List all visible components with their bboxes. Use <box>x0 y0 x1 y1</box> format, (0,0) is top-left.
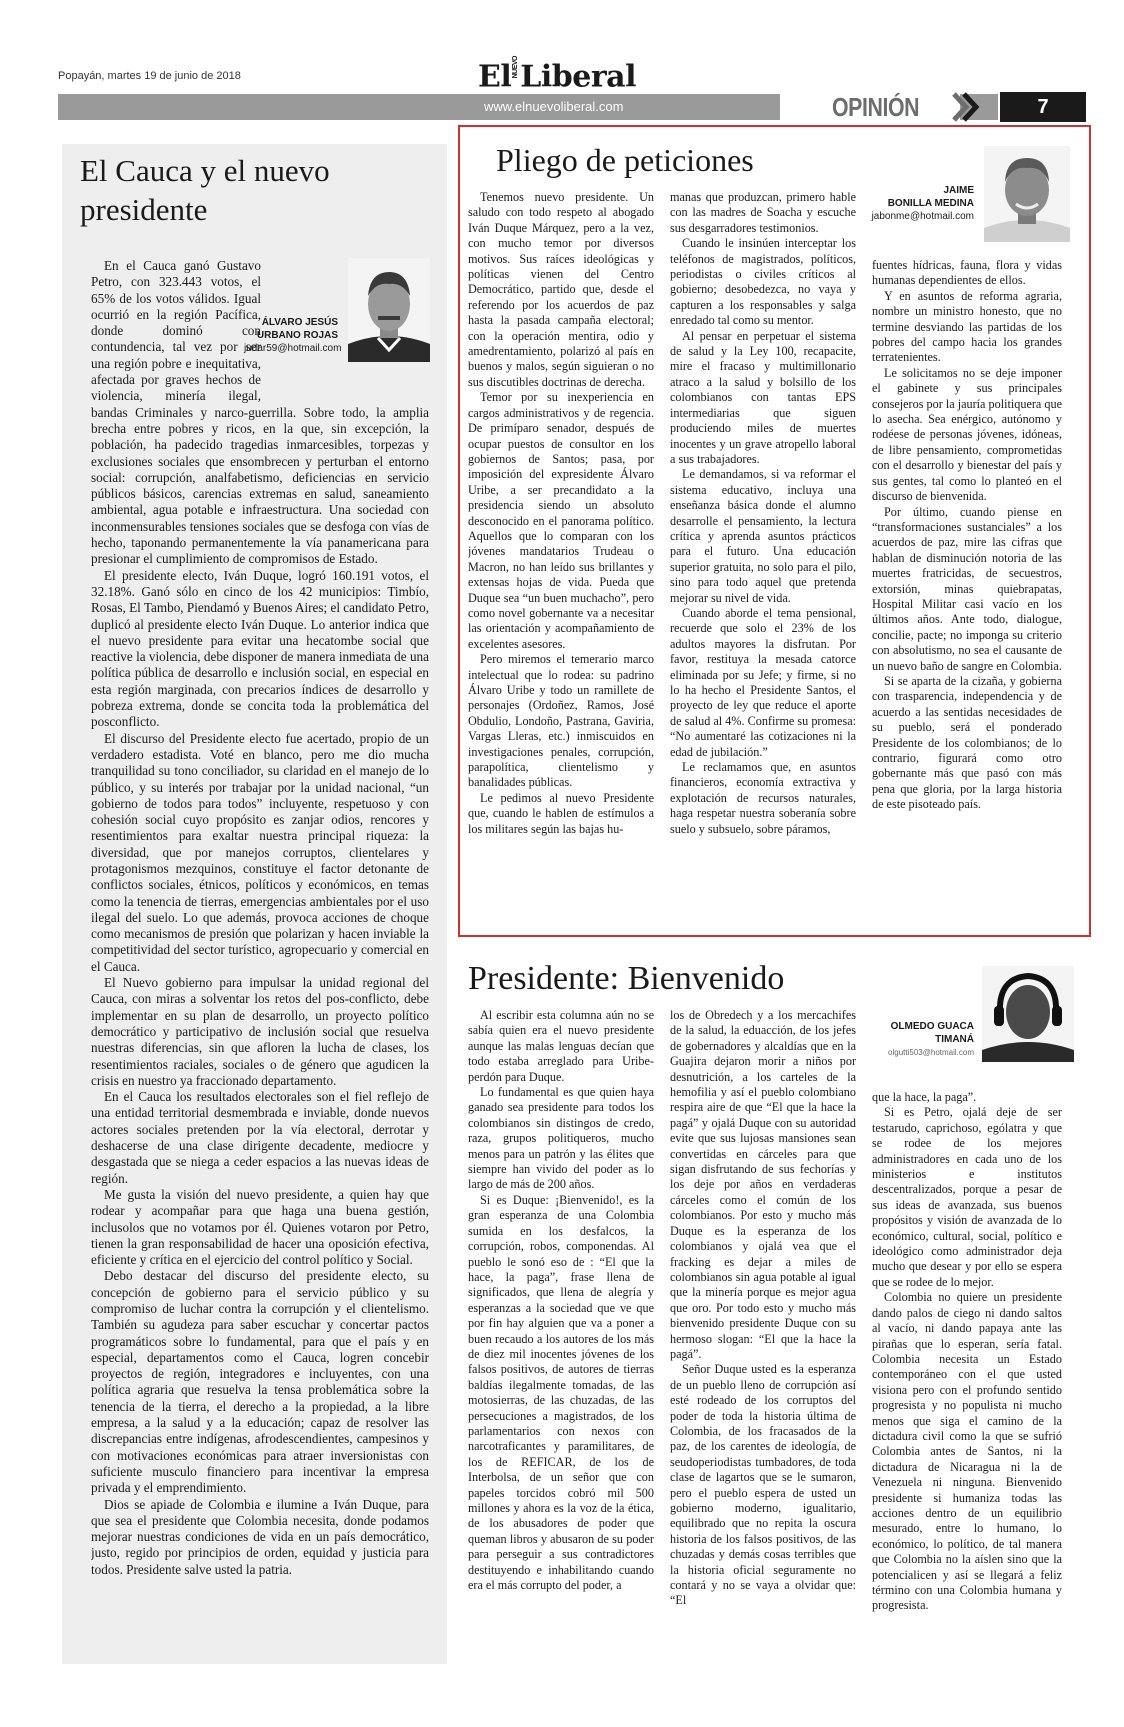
pliego-author-byline <box>842 184 974 223</box>
presidente-paragraph: que la hace, la paga”. <box>872 1090 977 1104</box>
pliego-paragraph: fuentes hídricas, fauna, flora y vidas humanas dependientes de ellos. <box>872 258 1062 288</box>
presidente-paragraph: Si es Petro, ojalá deje de ser testarudo, caprichoso, ególatra y que se rodee de los mejores administradores en cada uno de los ministerios e institutos descentralizados, porque a pesar de sus ideas de avanzada, sus buenos propósitos y visión de avanzada de lo económico, cultural, social, político e ideológico como administrador deja mucho que desear y por ello se espera que se rodee de lo mejor. <box>872 1105 1062 1289</box>
pliego-title: Pliego de peticiones <box>496 142 754 178</box>
pliego-paragraph: Y en asuntos de reforma agraria, nombre un ministro honesto, que no termine desviando las partidas de los pobres del campo hacia los grandes terratenientes. <box>872 288 1062 365</box>
pliego-paragraph: Pero miremos el temerario marco intelectual que lo rodea: su padrino Álvaro Uribe y todo un ramillete de personajes (Ordoñez, Ramos, José Obdulio, Londoño, Pastrana, Gaviria, Vargas Lleras, etc.) inmiscuidos en investigaciones penales, corrupción, parapolítica, clientelismo y banalidades públicas. <box>468 652 654 790</box>
pliego-column-2 <box>670 190 856 928</box>
presidente-paragraph: Señor Duque usted es la esperanza de un pueblo lleno de corrupción así esté rodeado de los corruptos del poder de toda la historia última de Colombia, de los fracasados de la paz, de los carentes de ideología, de seudoperiodistas tumbadores, de toda clase de lagartos que se le sumaron, pero el pueblo espera de usted un gobierno moderno, igualitario, equilibrado que no repita la oscura historia de los falsos positivos, de las chuzadas y demás cosas terribles que la historia oficial seguramente no contará y no se vaya a olvidar que: “El <box>670 1362 856 1608</box>
left-paragraph: En el Cauca ganó Gustavo Petro, con 323.443 votos, el 65% de los votos válidos. Igual ocurrió en la región Pacífica, donde dominó con contundencia, tal vez por ser una región pobre e inequitativa, afectada por graves hechos de violencia, minería ilegal, bandas Criminales y narco-guerrilla. Sobre todo, la amplia brecha entre pobres y ricos, en la que, sin excepción, la población, ha padecido tragedias inmarcesibles, torpezas y exclusiones sociales que ensombrecen y perturban el entorno social: corrupción, analfabetismo, deficiencias en servicio públicos básicos, carencias extremas en salud, saneamiento ambiental, agua potable e infraestructura. Una sociedad con inconmensurables tensiones sociales que se desfoga con vías de hecho, taponando permanentemente la vía panamericana para presionar el cumplimiento de compromisos de Estado. <box>91 258 429 567</box>
pliego-paragraph: Le pedimos al nuevo Presidente que, cuando le hablen de estímulos a los militares según las bajas hu- <box>468 790 654 836</box>
presidente-column-2 <box>670 1008 856 1664</box>
left-article-title: El Cauca y el nuevo presidente <box>80 153 330 227</box>
left-paragraph: Debo destacar del discurso del presidente electo, su concepción de gobierno para el servicio público y su compromiso de luchar contra la corrupción y el clientelismo. También su agudeza para saber escuchar y concertar pactos programáticos sobre lo fundamental, para que el país y en especial, departamentos como el Cauca, logren concebir proyectos de región, integradores e incluyentes, con una política agraria que resuelva la tensa problemática sobre la tenencia de la tierra, el derecho a la propiedad, a la libre empresa, a la salud y a la educación; capaz de resolver las discrepancias entre indígenas, afrodescendientes, campesinos y con motivaciones económicas para atraer inversionistas con suficiente musculo financiero para incentivar la empresa privada y el emprendimiento. <box>91 1268 429 1496</box>
presidente-author-name-2: TIMANÁ <box>935 1034 974 1045</box>
presidente-column-3 <box>872 1090 1062 1664</box>
pliego-paragraph: Por último, cuando piense en “transformaciones sustanciales” a los acuerdos de paz, mire las cifras que hablan de disminución notoria de las muertes fratricidas, de secuestros, extorsión, minas quiebrapatas, Hospital Militar casi vacío en los últimos años. Ante todo, dialogue, concilie, pacte; no imponga su criterio con absolutismo, no sea el causante de un nuevo baño de sangre en Colombia. <box>872 504 1062 673</box>
presidente-paragraph: Si es Duque: ¡Bienvenido!, es la gran esperanza de una Colombia sumida en los desfalcos, la corrupción, robos, componendas. Al pueblo le sonó eso de : “El que la hace, la paga”, frase llena de significados, que llena de alegría y esperanzas a la sociedad que ve que por fin hay alguien que va a poner a buen recaudo a los autores de los más de diez mil inocentes jóvenes de los falsos positivos, de autores de tierras baldías ilegalmente tomadas, de las motosierras, de las chuzadas, de las persecuciones a magistrados, de los parlamentarios con nexos con narcotraficantes y paramilitares, de los de REFICAR, de los de Interbolsa, de un señor que con papeles torcidos cobró mil 500 millones y ahora es la voz de la ética, de los abusadores de poder que queman libros y abusaron de su poder para perseguir a sus contradictores destituyendo e inhabilitando cuando era el más corrupto del poder, a <box>468 1192 654 1593</box>
pliego-column-1 <box>468 190 654 928</box>
pliego-paragraph: Si se aparta de la cizaña, y gobierna con trasparencia, independencia y de acuerdo a las sentidas necesidades de su pueblo, será el ponderado Presidente de los colombianos; de lo contrario, figurará como otro gobernante más que pasó con más pena que gloria, por la larga historia de este pisoteado país. <box>872 673 1062 812</box>
page-number: 7 <box>1000 92 1086 122</box>
pliego-author-email: jabonme@hotmail.com <box>871 211 974 222</box>
pliego-paragraph: Le demandamos, si va reformar el sistema educativo, incluya una enseñanza básica donde el alumno desarrolle el pensamiento, la lectura crítica y aprenda asuntos prácticos para el futuro. Una educación superior gratuita, no solo para el pilo, sino para todo aquel que pretenda mejorar su nivel de vida. <box>670 467 856 605</box>
pliego-paragraph: Le reclamamos que, en asuntos financieros, economía extractiva y explotación de recursos naturales, haga respetar nuestra soberanía sobre suelo y subsuelo, sobre páramos, <box>670 760 856 836</box>
site-url: www.elnuevoliberal.com <box>484 99 624 114</box>
left-paragraph: El Nuevo gobierno para impulsar la unidad regional del Cauca, con miras a solventar los retos del pos-conflicto, debe implementar en su plan de desarrollo, un proyecto político democrático y participativo de inclusión social que resuelva nuestras diferencias, sin que afloren la lucha de clases, los resentimientos raciales, sociales o de género que agudicen la crisis en nuestro ya fraccionado departamento. <box>91 975 429 1088</box>
presidente-column-1 <box>468 1008 654 1664</box>
pliego-paragraph: Tenemos nuevo presidente. Un saludo con todo respeto al abogado Iván Duque Márquez, pero a la vez, con mucho temor por diversos motivos. Sus raíces ideológicas y políticas vienen del Centro Democrático, partido que, desde el referendo por los acuerdos de paz hasta la pasada campaña electoral; con la operación mentira, odio y amedrentamiento, polarizó al país en buenos y malos, según siguieran o no sus discutibles doctrinas de derecha. <box>468 190 654 389</box>
pliego-paragraph: Temor por su inexperiencia en cargos administrativos y de regencia. De primíparo senador, después de ocupar puestos de consultor en los gobiernos de Santos; pasa, por imposición del expresidente Álvaro Uribe, a ser precandidato a la presidencia siendo un absoluto desconocido en el panorama político. Aquellos que lo comparan con los jóvenes mandatarios Trudeau o Macron, no han leído sus brillantes y extensas hojas de vida. Pueda que Duque sea “un buen muchacho”, pero como novel gobernante va a necesitar las orientación y acompañamiento de excelentes asesores. <box>468 390 654 651</box>
pliego-author-name-2: BONILLA MEDINA <box>887 198 974 209</box>
presidente-paragraph: Al escribir esta columna aún no se sabía quien era el nuevo presidente aunque las malas lenguas decían que todo estaba arreglado para Uribe-perdón para Duque. <box>468 1008 654 1084</box>
pliego-author-photo <box>984 146 1070 242</box>
presidente-author-email: olgutti503@hotmail.com <box>888 1048 974 1057</box>
byline-spacer <box>261 258 429 390</box>
left-paragraph: Dios se apiade de Colombia e ilumine a Iván Duque, para que sea el presidente que Colombia necesita, donde podamos mejorar nuestras condiciones de vida en un país democrático, justo, regido por principios de orden, equidad y justicia para todos. Presidente salve usted la patria. <box>91 1496 429 1577</box>
pliego-paragraph: Cuando le insinúen interceptar los teléfonos de magistrados, políticos, periodistas o civiles críticos al gobierno; desobedezca, no vaya y capturen a los responsables y salga enredado tal como su mentor. <box>670 236 856 328</box>
pliego-paragraph: Le solicitamos no se deje imponer el gabinete y sus principales consejeros por la jauría politiquera que lo asecha. Sea enérgico, autónomo y rodéese de personas jóvenes, idóneas, de libre pensamiento, comprometidas con el desarrollo y bienestar del país y sus gentes, tal como lo planteó en el discurso de bienvenida. <box>872 365 1062 504</box>
left-article-body <box>91 258 429 1656</box>
issue-date: Popayán, martes 19 de junio de 2018 <box>58 70 241 82</box>
newspaper-logo: ElNUEVOLiberal <box>478 56 636 95</box>
left-author-name-1: ÁLVARO JESÚS <box>261 317 338 328</box>
presidente-paragraph: Colombia no quiere un presidente dando palos de ciego ni dando saltos al vacío, ni dando papaya ante las pirañas que lo esperan, sería fatal. Colombia necesita un Estado contemporáneo con el que usted visiona pero con el profundo sentido progresista y no populista ni mucho menos que siga el camino de la dictadura civil como la que se sufrió Colombia antes de Santos, ni la dictadura de Nicaragua ni la de Venezuela ni ninguna. Bienvenido presidente si humaniza todas las acciones dentro de un equilibrio mesurado, entre lo humano, lo económico, lo político, de tal manera que Colombia no la aíslen sino que la potencialicen y así se llegará a feliz término con una Colombia humana y progresista. <box>872 1290 1062 1613</box>
pliego-paragraph: manas que produzcan, primero hable con las madres de Soacha y escuche sus desgarradores testimonios. <box>670 190 856 235</box>
presidente-paragraph: los de Obredech y a los mercachifes de la salud, la eduacción, de los jefes de gobernadores y alcaldías que en la Guajira dejaron morir a niños por desnutrición, a los carteles de la hemofilia y así el pueblo colombiano respira aire de que “El que la hace la pagá” y ojalá Duque con su autoridad evite que sus lujosas mansiones sean convertidas en cárceles para que sigan disfrutando de sus fechorías y los deje por años en verdaderas cárceles como el común de los colombianos. Por esto y mucho más Duque es la esperanza de los colombianos y ojalá vea que el fracking es dejar a miles de colombianos sin agua potable al igual que la minería porque es mejor agua que oro. Por todo esto y mucho más bienvenido presidente Duque con su hermoso slogan: “El que la hace la pagá”. <box>670 1008 856 1361</box>
presidente-author-byline <box>870 1020 974 1059</box>
left-paragraph: El presidente electo, Iván Duque, logró 160.191 votos, el 32.18%. Ganó sólo en cinco de los 42 municipios: Timbío, Rosas, El Tambo, Piendamó y Buenos Aires; el candidato Petro, duplicó al presidente electo Iván Duque. Lo anterior indica que el nuevo presidente para evitar una hecatombe social que reactive la violencia, debe disponer de manera inmediata de una política pública de desarrollo e inclusión social, en especial en esta región marginada, con precarios índices de desarrollo y pobreza extrema, donde se concita toda la problemática del posconflicto. <box>91 567 429 730</box>
pliego-paragraph: Cuando aborde el tema pensional, recuerde que solo el 23% de los adultos mayores la disfrutan. Por favor, restituya la mesada catorce eliminada por su Jefe; y firme, si no lo ha hecho el Presidente Santos, el proyecto de ley que reduce el aporte de salud al 4%. Confirme su promesa: “No aumentaré las cotizaciones ni la edad de jubilación.” <box>670 605 856 759</box>
left-author-name-2: URBANO ROJAS <box>256 330 338 341</box>
presidente-author-photo <box>982 966 1074 1062</box>
left-author-email: judar59@hotmail.com <box>244 343 342 354</box>
section-title: OPINIÓN <box>832 92 920 122</box>
presidente-title: Presidente: Bienvenido <box>468 960 785 997</box>
presidente-paragraph: Lo fundamental es que quien haya ganado sea presidente para todos los colombianos sin distingos de credo, raza, grupos politiqueros, mucho menos para un patrón y las élites que siempre han vivido del poder as lo largo de más de 200 años. <box>468 1085 654 1192</box>
chevron-decoration-icon <box>952 92 980 122</box>
pliego-author-name-1: JAIME <box>943 185 974 196</box>
left-paragraph: El discurso del Presidente electo fue acertado, propio de un verdadero estadista. Voté en blanco, pero me dio mucha tranquilidad su tono conciliador, su claridad en el manejo de lo público, y su interés por trabajar por la unidad nacional, “un gobierno de todos para todos” incluyente, respetuoso y con cohesión social cuyo propósito es zanjar odios, rencores y resentimientos para exaltar nuestra principal riqueza: la diversidad, que por manejos corruptos, clientelares y protagonismos mezquinos, constituye el factor detonante de conflictos sociales, étnicos, políticos y económicos, en temas como la tenencia de tierras, emergencias ambientales por el uso ilegal del suelo. Lo que además, provoca acciones de choque como mecanismos de presión que polarizan y hacen inviable la competitividad del sector turístico, agropecuario y comercial en el Cauca. <box>91 730 429 974</box>
pliego-column-3 <box>872 258 1062 928</box>
left-paragraph: En el Cauca los resultados electorales son el fiel reflejo de una entidad territorial desmembrada e inviable, donde nuevos actores sociales pretenden por la vía electoral, derrotar y deshacerse de una clase dirigente decadente, mediocre y desgastada que se niega a ceder espacios a las nuevas ideas de región. <box>91 1089 429 1186</box>
presidente-author-name-1: OLMEDO GUACA <box>890 1021 974 1032</box>
left-paragraph: Me gusta la visión del nuevo presidente, a quien hay que rodear y acompañar para que haga una buena gestión, inclusolos que no votamos por él. Quienes votaron por Petro, tienen la gran responsabilidad de hacer una oposición efectiva, eficiente y crítica en el ejercicio del control político y Social. <box>91 1186 429 1268</box>
pliego-paragraph: Al pensar en perpetuar el sistema de salud y la Ley 100, recapacite, mire el fracaso y multimillonario atraco a la salud y bolsillo de los colombianos con tantas EPS intermediarias que siguen produciendo miles de muertes inocentes y un grave atropello laboral a sus trabajadores. <box>670 328 856 466</box>
